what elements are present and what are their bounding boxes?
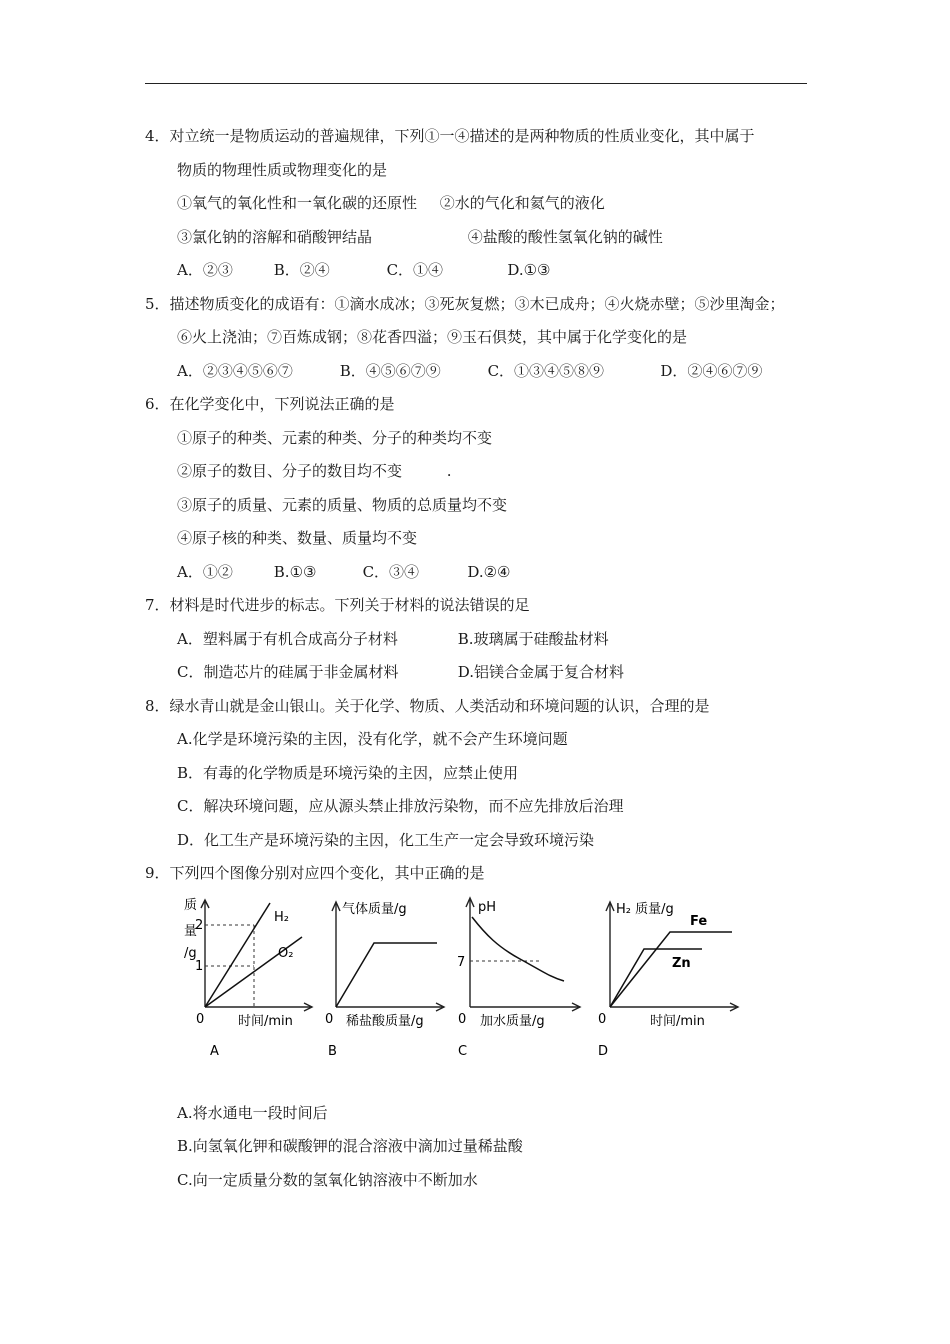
q5-stem-line2: ⑥火上浇油；⑦百炼成钢；⑧花香四溢；⑨玉石俱焚，其中属于化学变化的是 bbox=[177, 328, 688, 346]
q5-option-c[interactable]: C．①③④⑤⑧⑨ bbox=[487, 361, 605, 380]
chart-a-series-h2-line bbox=[205, 903, 270, 1007]
chart-a-legend-o2: O₂ bbox=[278, 945, 294, 961]
q7-options-row1 bbox=[145, 627, 825, 661]
chart-b-xlabel: 稀盐酸质量/g bbox=[346, 1013, 424, 1029]
chart-a-xlabel: 时间/min bbox=[238, 1013, 293, 1029]
figure-d bbox=[592, 895, 742, 1064]
chart-c-series-line bbox=[472, 917, 564, 981]
chart-b-label: B bbox=[328, 1043, 337, 1059]
chart-c-xlabel: 加水质量/g bbox=[480, 1013, 545, 1029]
chart-d-series-fe-line bbox=[610, 932, 732, 1007]
q4-item3: ③氯化钠的溶解和硝酸钾结晶 bbox=[177, 227, 373, 246]
chart-a-ylabel-3: /g bbox=[184, 945, 197, 961]
q8-option-c[interactable]: C．解决环境问题，应从源头禁止排放污染物，而不应先排放后治理 bbox=[177, 797, 624, 815]
chart-a-origin: 0 bbox=[196, 1011, 205, 1027]
chart-a-tick-1: 1 bbox=[195, 958, 204, 974]
q4-items-row1 bbox=[145, 191, 825, 225]
chart-b-ylabel: 气体质量/g bbox=[342, 901, 407, 917]
chart-c-tick-7: 7 bbox=[457, 954, 466, 970]
chart-c-label: C bbox=[458, 1043, 468, 1059]
exam-content bbox=[145, 124, 825, 1201]
chart-a-label: A bbox=[210, 1043, 219, 1059]
chart-c-origin: 0 bbox=[458, 1011, 467, 1027]
chart-d-legend-zn: Zn bbox=[672, 955, 691, 971]
q9-option-c[interactable]: C.向一定质量分数的氢氧化钠溶液中不断加水 bbox=[177, 1170, 478, 1189]
q7-option-b[interactable]: B.玻璃属于硅酸盐材料 bbox=[457, 629, 609, 648]
q7-option-c[interactable]: C．制造芯片的硅属于非金属材料 bbox=[177, 663, 399, 681]
q4-stem-line1: 4．对立统一是物质运动的普遍规律，下列①一④描述的是两种物质的性质业变化，其中属于 bbox=[145, 127, 755, 145]
q7-option-a[interactable]: A．塑料属于有机合成高分子材料 bbox=[177, 629, 398, 648]
q4-option-c[interactable]: C．①④ bbox=[386, 261, 444, 279]
q5-options bbox=[145, 359, 825, 393]
q9-figures bbox=[180, 895, 825, 1081]
q5-stem-line1: 5．描述物质变化的成语有：①滴水成冰；③死灰复燃；③木已成舟；④火烧赤壁；⑤沙里淘金； bbox=[145, 294, 785, 313]
header-rule bbox=[145, 83, 807, 84]
q6-option-a[interactable]: A．①② bbox=[177, 562, 233, 581]
chart-b bbox=[322, 895, 450, 1060]
q7-option-d[interactable]: D.铝镁合金属于复合材料 bbox=[457, 663, 625, 681]
q8-option-d[interactable]: D．化工生产是环境污染的主因，化工生产一定会导致环境污染 bbox=[177, 830, 595, 849]
chart-a-ylabel-2: 量 bbox=[184, 923, 198, 939]
chart-b-origin: 0 bbox=[325, 1011, 334, 1027]
q4-option-d[interactable]: D.①③ bbox=[507, 261, 551, 279]
q8-option-b[interactable]: B．有毒的化学物质是环境污染的主因，应禁止使用 bbox=[177, 763, 519, 782]
figure-a bbox=[180, 895, 320, 1064]
q6-option-d[interactable]: D.②④ bbox=[467, 562, 511, 581]
q5-option-d[interactable]: D．②④⑥⑦⑨ bbox=[660, 361, 763, 380]
chart-d-ylabel: H₂ 质量/g bbox=[616, 901, 674, 917]
q6-option-b[interactable]: B.①③ bbox=[273, 562, 317, 581]
q6-stem: 6．在化学变化中，下列说法正确的是 bbox=[145, 395, 395, 413]
q4-options bbox=[145, 258, 825, 292]
q4-item4: ④盐酸的酸性氢氧化钠的碱性 bbox=[467, 227, 663, 246]
q8-stem: 8．绿水青山就是金山银山。关于化学、物质、人类活动和环境问题的认识，合理的是 bbox=[145, 696, 710, 715]
q5-option-a[interactable]: A．②③④⑤⑥⑦ bbox=[177, 361, 293, 380]
chart-d-label: D bbox=[598, 1043, 609, 1059]
q6-item2-dot: . bbox=[446, 462, 452, 480]
q6-options bbox=[145, 560, 825, 594]
q4-stem-line2: 物质的物理性质或物理变化的是 bbox=[177, 160, 388, 179]
chart-a-tick-2: 2 bbox=[195, 917, 204, 933]
q4-option-a[interactable]: A．②③ bbox=[177, 261, 233, 279]
q7-stem: 7．材料是时代进步的标志。下列关于材料的说法错误的足 bbox=[145, 596, 530, 614]
chart-d-legend-fe: Fe bbox=[690, 913, 708, 929]
q6-item1: ①原子的种类、元素的种类、分子的种类均不变 bbox=[177, 428, 493, 447]
chart-a-legend-h2: H₂ bbox=[274, 909, 289, 925]
q9-stem: 9．下列四个图像分别对应四个变化，其中正确的是 bbox=[145, 864, 485, 882]
chart-c-ylabel: pH bbox=[478, 899, 497, 915]
q4-item1: ①氧气的氧化性和一氧化碳的还原性 bbox=[177, 194, 418, 212]
chart-a-ylabel-1: 质 bbox=[184, 897, 198, 913]
q6-option-c[interactable]: C．③④ bbox=[362, 562, 420, 581]
figure-b bbox=[322, 895, 450, 1064]
chart-d bbox=[592, 895, 742, 1060]
q9-option-a[interactable]: A.将水通电一段时间后 bbox=[177, 1103, 328, 1122]
figure-c bbox=[452, 895, 587, 1064]
q6-item4: ④原子核的种类、数量、质量均不变 bbox=[177, 529, 418, 547]
q6-item2: ②原子的数目、分子的数目均不变 bbox=[177, 462, 403, 480]
chart-d-origin: 0 bbox=[598, 1011, 607, 1027]
chart-c bbox=[452, 895, 587, 1060]
q7-options-row2 bbox=[145, 660, 825, 694]
q6-item2-row bbox=[145, 459, 825, 493]
q4-items-row2 bbox=[145, 225, 825, 259]
q8-option-a[interactable]: A.化学是环境污染的主因，没有化学，就不会产生环境问题 bbox=[177, 730, 568, 748]
q4-option-b[interactable]: B．②④ bbox=[273, 261, 330, 279]
q5-option-b[interactable]: B．④⑤⑥⑦⑨ bbox=[339, 361, 441, 380]
chart-a bbox=[180, 895, 320, 1060]
chart-b-series-line bbox=[336, 943, 437, 1007]
chart-d-xlabel: 时间/min bbox=[650, 1013, 705, 1029]
q4-item2: ②水的气化和氦气的液化 bbox=[439, 194, 605, 212]
q6-item3: ③原子的质量、元素的质量、物质的总质量均不变 bbox=[177, 495, 508, 514]
q9-option-b[interactable]: B.向氢氧化钾和碳酸钾的混合溶液中滴加过量稀盐酸 bbox=[177, 1137, 523, 1155]
